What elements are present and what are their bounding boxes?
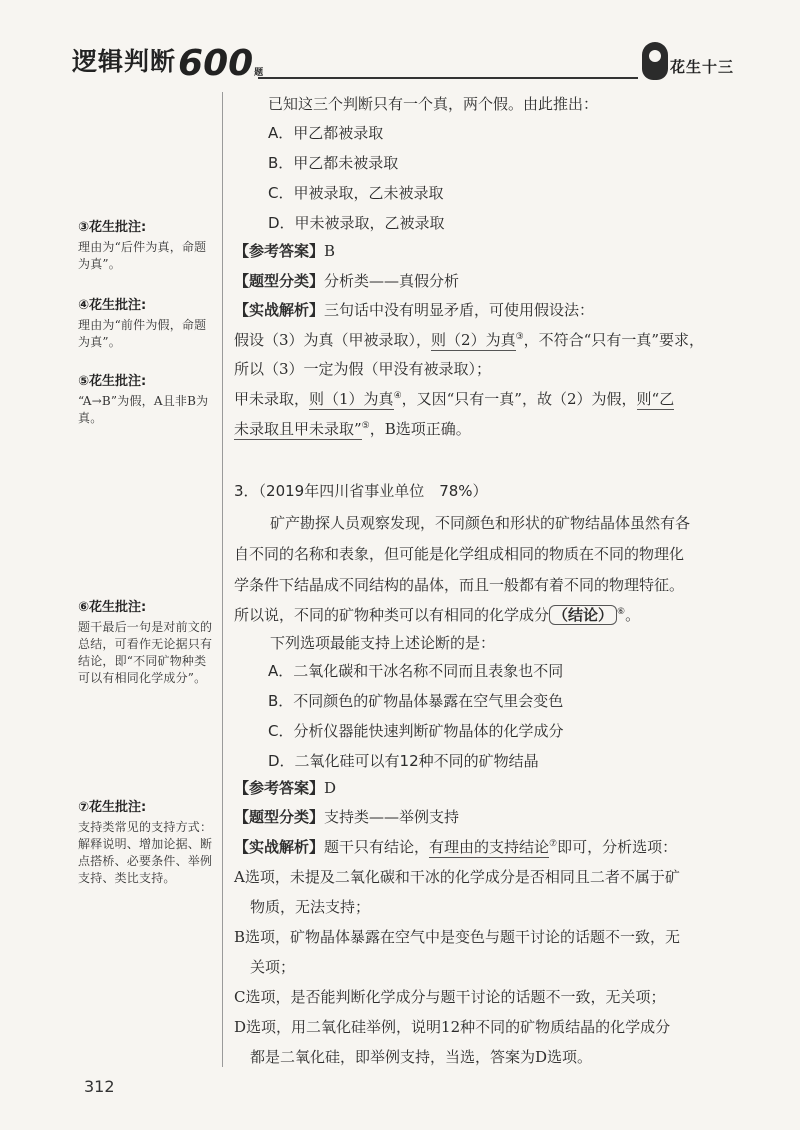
q3-stem-line-3: 学条件下结晶成不同结构的晶体，而且一般都有着不同的物理特征。 [234, 576, 685, 594]
side-note-heading: ⑦花生批注: [78, 800, 147, 815]
q3-option-c: C．分析仪器能快速判断矿物晶体的化学成分 [268, 722, 564, 740]
q2-analysis-line-5 [234, 418, 471, 439]
type-label: 【题型分类】 [234, 808, 325, 826]
brand-logo [640, 42, 745, 82]
answer-value: B [324, 242, 336, 260]
side-note-body: 支持类常见的支持方式：解释说明、增加论据、断点搭桥、必要条件、举例支持、类比支持。 [78, 820, 213, 885]
q2-option-b: B．甲乙都未被录取 [268, 154, 399, 172]
side-note-7 [78, 799, 214, 887]
q3-question: 下列选项最能支持上述论断的是： [270, 634, 496, 652]
peanut-icon [642, 42, 668, 80]
q3-option-d: D．二氧化硅可以有12种不同的矿物结晶 [268, 752, 539, 770]
type-label: 【题型分类】 [234, 272, 325, 290]
q3-analysis-b-2: 关项； [250, 958, 296, 976]
q2-intro: 已知这三个判断只有一个真，两个假。由此推出： [268, 95, 599, 113]
side-note-body: 理由为“后件为真，命题为真”。 [78, 240, 207, 271]
analysis-text: 题干只有结论， [324, 838, 430, 856]
stem-text: 。 [625, 606, 641, 624]
analysis-label: 【实战解析】 [234, 301, 325, 319]
q3-stem-line-4 [234, 604, 640, 625]
underlined-text: 有理由的支持结论 [429, 838, 550, 856]
header-rule [258, 77, 638, 79]
q3-analysis-line-1 [234, 836, 677, 857]
side-note-5 [78, 373, 214, 427]
side-note-body: 题干最后一句是对前文的总结，可看作无论据只有结论，即“不同矿物种类可以有相同化学成分”。 [78, 620, 213, 685]
q3-type [234, 806, 459, 827]
q2-analysis-line-3: 所以（3）一定为假（甲没有被录取）； [234, 360, 492, 378]
analysis-text: 甲未录取， [234, 390, 310, 408]
q3-stem-line-1: 矿产勘探人员观察发现，不同颜色和形状的矿物结晶体虽然有各 [270, 514, 691, 532]
brand-name: 花生十三 [670, 58, 735, 76]
note-ref: ④ [393, 391, 402, 401]
stem-text: 所以说，不同的矿物种类可以有相同的化学成分 [234, 606, 550, 624]
analysis-text: ，不符合“只有一真”要求， [523, 331, 705, 349]
q3-stem-line-2: 自不同的名称和表象，但可能是化学组成相同的物质在不同的物理化 [234, 545, 685, 563]
page-number: 312 [84, 1077, 115, 1096]
book-title-suffix: 题 [254, 68, 264, 78]
analysis-text: 假设（3）为真（甲被录取）， [234, 331, 432, 349]
answer-label: 【参考答案】 [234, 779, 325, 797]
q2-type [234, 270, 459, 291]
q3-analysis-c-1: C选项，是否能判断化学成分与题干讨论的话题不一致，无关项； [234, 988, 666, 1006]
analysis-text: ，B选项正确。 [369, 420, 471, 438]
note-ref: ⑥ [617, 607, 626, 617]
side-note-heading: ⑤花生批注: [78, 374, 147, 389]
answer-label: 【参考答案】 [234, 242, 325, 260]
underlined-text: 则“乙 [636, 390, 675, 408]
side-note-4 [78, 297, 214, 351]
margin-divider [222, 92, 223, 1067]
type-value: 分析类——真假分析 [324, 272, 460, 290]
q2-option-a: A．甲乙都被录取 [268, 124, 384, 142]
analysis-label: 【实战解析】 [234, 838, 325, 856]
type-value: 支持类——举例支持 [324, 808, 460, 826]
q2-analysis-line-2 [234, 329, 704, 350]
q3-analysis-d-2: 都是二氧化硅，即举例支持，当选，答案为D选项。 [250, 1048, 593, 1066]
side-note-6 [78, 599, 214, 687]
q3-option-b: B．不同颜色的矿物晶体暴露在空气里会变色 [268, 692, 564, 710]
side-note-heading: ④花生批注: [78, 298, 147, 313]
q3-header: 3．（2019年四川省事业单位 78%） [234, 482, 488, 500]
side-note-heading: ⑥花生批注: [78, 600, 147, 615]
underlined-text: 未录取且甲未录取” [234, 420, 362, 438]
q3-option-a: A．二氧化碳和干冰名称不同而且表象也不同 [268, 662, 564, 680]
note-ref: ③ [515, 332, 524, 342]
side-note-heading: ③花生批注: [78, 220, 147, 235]
answer-value: D [324, 779, 337, 797]
q2-option-c: C．甲被录取，乙未被录取 [268, 184, 444, 202]
q2-option-d: D．甲未被录取，乙被录取 [268, 214, 445, 232]
q2-analysis-line-4 [234, 388, 674, 409]
note-ref: ⑦ [549, 839, 558, 849]
analysis-text: ，又因“只有一真”，故（2）为假， [401, 390, 637, 408]
book-title [72, 42, 263, 82]
q3-answer [234, 777, 336, 798]
q2-analysis-line-1 [234, 299, 594, 320]
conclusion-marker: （结论） [549, 605, 617, 625]
side-note-3 [78, 219, 214, 273]
q3-analysis-d-1: D选项，用二氧化硅举例，说明12种不同的矿物质结晶的化学成分 [234, 1018, 671, 1036]
book-title-number: 600 [178, 43, 254, 84]
underlined-text: 则（2）为真 [431, 331, 516, 349]
q2-answer [234, 240, 335, 261]
q3-analysis-a-2: 物质，无法支持； [250, 898, 371, 916]
analysis-text: 即可，分析选项： [557, 838, 678, 856]
side-note-body: 理由为“前件为假，命题为真”。 [78, 318, 207, 349]
q3-analysis-a-1: A选项，未提及二氧化碳和干冰的化学成分是否相同且二者不属于矿 [234, 868, 680, 886]
q3-analysis-b-1: B选项，矿物晶体暴露在空气中是变色与题干讨论的话题不一致，无 [234, 928, 681, 946]
book-title-text: 逻辑判断 [72, 47, 177, 76]
underlined-text: 则（1）为真 [309, 390, 394, 408]
analysis-text: 三句话中没有明显矛盾，可使用假设法： [324, 301, 595, 319]
side-note-body: “A→B”为假，A且非B为真。 [78, 394, 209, 425]
note-ref: ⑤ [361, 421, 370, 431]
